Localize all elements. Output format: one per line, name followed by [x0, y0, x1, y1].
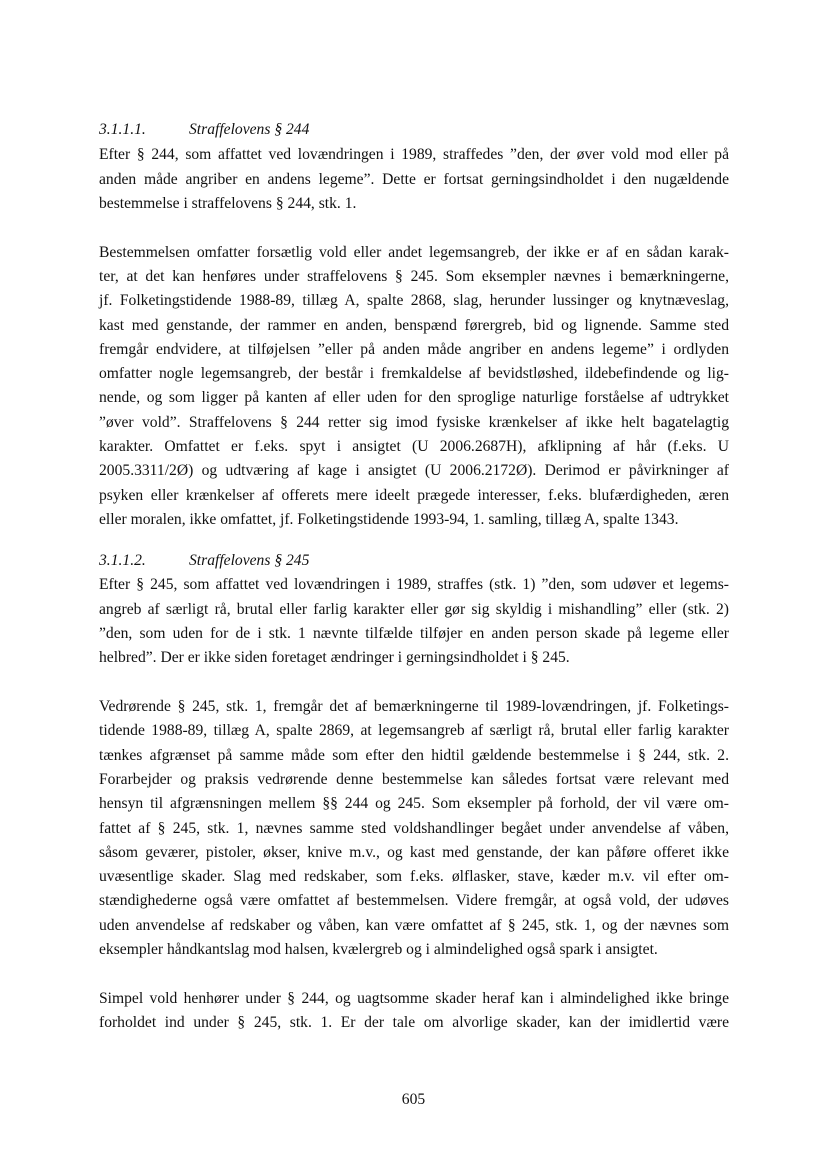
text-line: psyken eller krænkelser af offerets mere ideelt prægede interesser, f.eks. blufærdigheden, æren: [99, 487, 729, 504]
text-line: Bestemmelsen omfatter forsætlig vold eller andet legemsangreb, der ikke er af en sådan karak-: [99, 244, 729, 261]
text-line: ter, at det kan henføres under straffelovens § 245. Som eksempler nævnes i bemærkningerne,: [99, 268, 729, 285]
text-line: omfatter nogle legemsangreb, der består i fremkaldelse af bevidstløshed, ildebefindende og lig-: [99, 365, 729, 382]
text-line: ”øver vold”. Straffelovens § 244 retter sig imod fysiske krænkelser af ikke helt bagatelagtig: [99, 414, 729, 431]
text-line: karakter. Omfattet er f.eks. spyt i ansigtet (U 2006.2687H), afklipning af hår (f.eks. U: [99, 438, 729, 455]
section-number: 3.1.1.1.: [99, 121, 146, 138]
text-line: Vedrørende § 245, stk. 1, fremgår det af bemærkningerne til 1989-lovændringen, jf. Folketings-: [99, 698, 729, 715]
page-number: 605: [401, 1091, 426, 1108]
text-line: Simpel vold henhører under § 244, og uagtsomme skader heraf kan i almindelighed ikke bringe: [99, 990, 729, 1007]
section-title: Straffelovens § 244: [189, 121, 310, 138]
text-line: forholdet ind under § 245, stk. 1. Er der tale om alvorlige skader, kan der imidlertid være: [99, 1014, 729, 1031]
text-line: Forarbejder og praksis vedrørende denne bestemmelse kan således fortsat være relevant med: [99, 771, 729, 788]
text-line: ”den, som uden for de i stk. 1 nævnte tilfælde tilføjer en anden person skade på legeme eller: [99, 625, 729, 642]
text-line: Efter § 244, som affattet ved lovændringen i 1989, straffedes ”den, der øver vold mod eller på: [99, 146, 729, 163]
text-line: fattet af § 245, stk. 1, nævnes samme sted voldshandlinger begået under anvendelse af våben,: [99, 820, 729, 837]
section-heading-1: [99, 120, 729, 140]
text-line: nende, og som ligger på kanten af eller uden for den sproglige naturlige forståelse af udtrykket: [99, 389, 729, 406]
text-line: jf. Folketingstidende 1988-89, tillæg A, spalte 2868, slag, herunder lussinger og knytnæveslag,: [99, 292, 729, 309]
text-line: 2005.3311/2Ø) og udtværing af kage i ansigtet (U 2006.2172Ø). Derimod er påvirkninger af: [99, 462, 729, 479]
text-line: angreb af særligt rå, brutal eller farlig karakter eller gør sig skyldig i mishandling” eller (stk. 2): [99, 601, 729, 618]
text-line: uden anvendelse af redskaber og våben, kan være omfattet af § 245, stk. 1, og der nævnes som: [99, 917, 729, 934]
section-heading-2: [99, 551, 729, 571]
text-line: Efter § 245, som affattet ved lovændringen i 1989, straffes (stk. 1) ”den, som udøver et legems-: [99, 576, 729, 593]
text-line: kast med genstande, der rammer en anden, benspænd førergreb, bid og lignende. Samme sted: [99, 317, 729, 334]
text-line: anden måde angriber en andens legeme”. Dette er fortsat gerningsindholdet i den nugældende: [99, 171, 729, 188]
text-line: fremgår endvidere, at tilføjelsen ”eller på anden måde angriber en andens legeme” i ordlyden: [99, 341, 729, 358]
text-line: såsom geværer, pistoler, økser, knive m.v., og kast med genstande, der kan påføre offeret ikke: [99, 844, 729, 861]
text-line: tidende 1988-89, tillæg A, spalte 2869, at legemsangreb af særligt rå, brutal eller farlig karakter: [99, 722, 729, 739]
text-line: bestemmelse i straffelovens § 244, stk. 1.: [99, 195, 357, 212]
text-line: eller moralen, ikke omfattet, jf. Folketingstidende 1993-94, 1. samling, tillæg A, spalte 1343.: [99, 511, 679, 528]
text-line: stændighederne også være omfattet af bestemmelsen. Videre fremgår, at også vold, der udøves: [99, 892, 729, 909]
text-line: tænkes afgrænset på samme måde som efter den hidtil gældende bestemmelse i § 244, stk. 2.: [99, 747, 729, 764]
section-title: Straffelovens § 245: [189, 552, 310, 569]
text-line: hensyn til afgrænsningen mellem §§ 244 og 245. Som eksempler på forhold, der vil være om-: [99, 795, 729, 812]
text-line: eksempler håndkantslag mod halsen, kvælergreb og i almindelighed også spark i ansigtet.: [99, 941, 658, 958]
section-number: 3.1.1.2.: [99, 552, 146, 569]
text-line: uvæsentlige skader. Slag med redskaber, som f.eks. ølflasker, stave, kæder m.v. vil efter om-: [99, 868, 729, 885]
text-line: helbred”. Der er ikke siden foretaget ændringer i gerningsindholdet i § 245.: [99, 649, 570, 666]
